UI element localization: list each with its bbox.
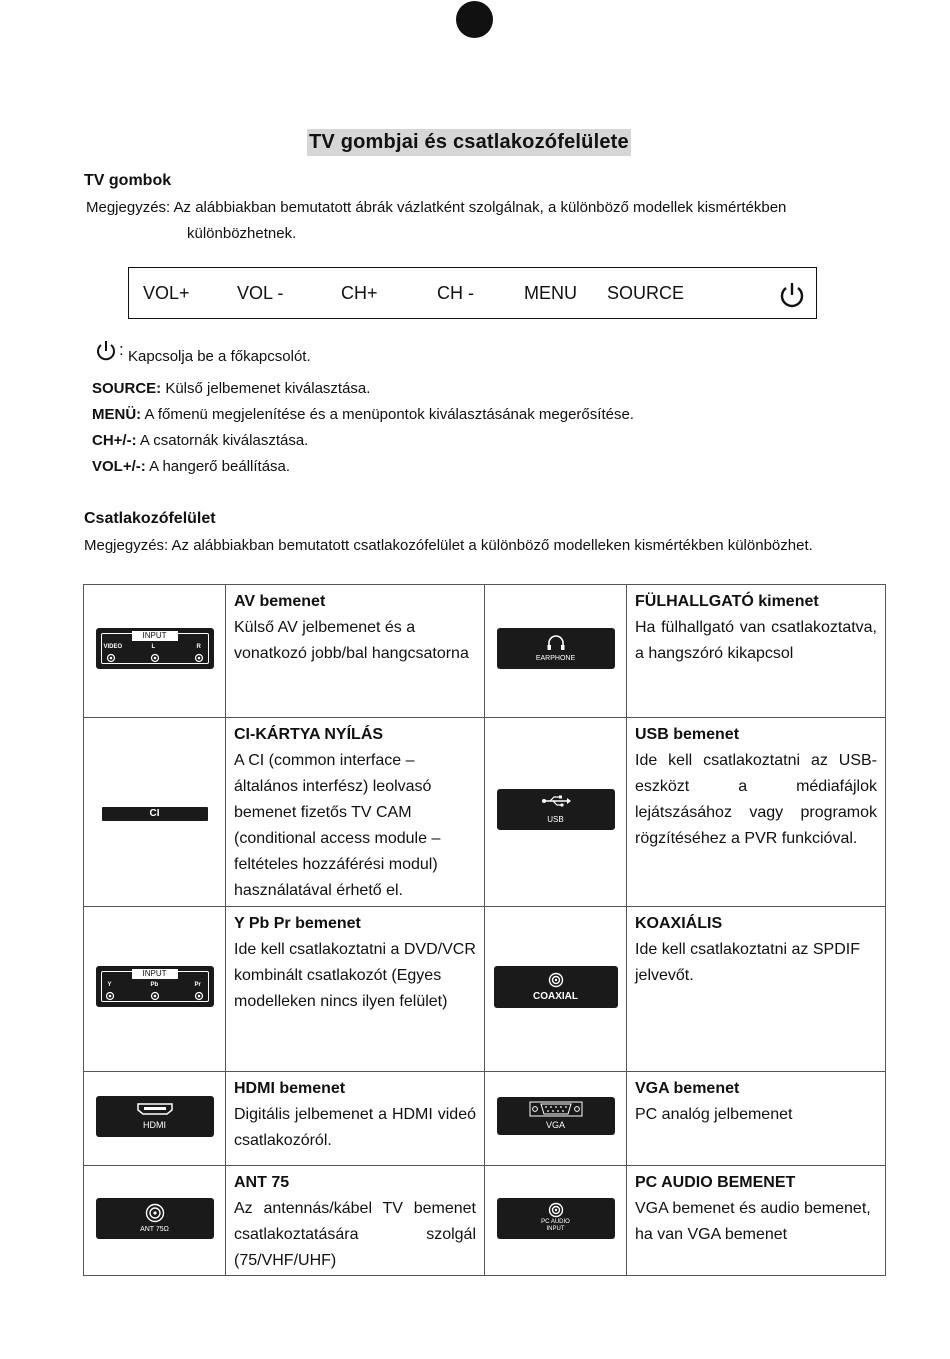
ci-slot-icon: CI [102, 807, 208, 821]
buttons-note-line2: különbözhetnek. [187, 225, 297, 242]
earphone-icon: EARPHONE [497, 628, 615, 669]
legend-power: Kapcsolja be a főkapcsolót. [128, 348, 311, 365]
ypbpr-input-image [84, 907, 226, 1072]
buttons-heading: TV gombok [84, 172, 172, 189]
usb-image [485, 718, 627, 907]
av-input-desc: AV bemenet Külső AV jelbemenet és a vonatkozó jobb/bal hangcsatorna [226, 585, 485, 718]
pc-audio-desc: PC AUDIO BEMENET VGA bemenet és audio bemenet, ha van VGA bemenet [627, 1166, 886, 1276]
ant-icon: ANT 75Ω [96, 1198, 214, 1239]
ypbpr-input-desc: Y Pb Pr bemenet Ide kell csatlakoztatni a DVD/VCR kombinált csatlakozót (Egyes modelleken nincs ilyen felület) [226, 907, 485, 1072]
av-input-icon: INPUT VIDEO L R [96, 628, 214, 669]
ports-note: Megjegyzés: Az alábbiakban bemutatott csatlakozófelület a különböző modelleken kismértékben különbözhet. [84, 537, 813, 554]
page-title: TV gombjai és csatlakozófelülete [307, 129, 631, 156]
vga-icon: VGA [497, 1097, 615, 1135]
table-row [84, 907, 886, 1072]
coaxial-desc: KOAXIÁLIS Ide kell csatlakoztatni az SPDIF jelvevőt. [627, 907, 886, 1072]
vol-minus-label: VOL - [237, 283, 284, 303]
earphone-image [485, 585, 627, 718]
ci-slot-image [84, 718, 226, 907]
power-legend-icon [94, 339, 118, 363]
pc-audio-icon: PC AUDIO INPUT [497, 1198, 615, 1239]
ports-heading: Csatlakozófelület [84, 510, 216, 527]
menu-label: MENU [524, 283, 577, 303]
legend-source: SOURCE: Külső jelbemenet kiválasztása. [92, 380, 371, 397]
legend-vol: VOL+/-: A hangerő beállítása. [92, 458, 291, 475]
usb-desc: USB bemenet Ide kell csatlakoztatni az USB-eszközt a médiafájlok lejátszásához vagy programok rögzítéséhez a PVR funkcióval. [627, 718, 886, 907]
ant-image [84, 1166, 226, 1276]
ch-plus-label: CH+ [341, 283, 378, 303]
vga-image [485, 1072, 627, 1166]
ci-slot-desc: CI-KÁRTYA NYÍLÁS A CI (common interface – általános interfész) leolvasó bemenet fizetős TV CAM (conditional access module – feltételes hozzáférési modul) használatával érhető el. [226, 718, 485, 907]
power-legend-colon: : [119, 340, 124, 359]
legend-ch: CH+/-: A csatornák kiválasztása. [92, 432, 309, 449]
power-icon [777, 280, 807, 310]
ant-desc: ANT 75 Az antennás/kábel TV bemenet csatlakoztatására szolgál (75/VHF/UHF) [226, 1166, 485, 1276]
vga-desc: VGA bemenet PC analóg jelbemenet [627, 1072, 886, 1166]
source-label: SOURCE [607, 283, 685, 303]
hdmi-desc: HDMI bemenet Digitális jelbemenet a HDMI videó csatlakozóról. [226, 1072, 485, 1166]
table-row [84, 1166, 886, 1276]
vol-plus-label: VOL+ [143, 283, 190, 303]
ch-minus-label: CH - [437, 283, 474, 303]
coaxial-icon: COAXIAL [494, 966, 618, 1008]
pc-audio-image [485, 1166, 627, 1276]
hdmi-image [84, 1072, 226, 1166]
page-marker-dot [456, 1, 493, 38]
av-input-image [84, 585, 226, 718]
table-row [84, 585, 886, 718]
table-row [84, 718, 886, 907]
hdmi-icon: HDMI [96, 1096, 214, 1137]
tv-button-panel [128, 267, 817, 319]
usb-icon: USB [497, 789, 615, 830]
table-row [84, 1072, 886, 1166]
ypbpr-input-icon: INPUT Y Pb Pr [96, 966, 214, 1007]
buttons-note-line1: Megjegyzés: Az alábbiakban bemutatott ábrák vázlatként szolgálnak, a különböző modellek kismértékben [86, 199, 787, 216]
coaxial-image [485, 907, 627, 1072]
legend-menu: MENÜ: A főmenü megjelenítése és a menüpontok kiválasztásának megerősítése. [92, 406, 634, 423]
ports-table [83, 584, 886, 1276]
earphone-desc: FÜLHALLGATÓ kimenet Ha fülhallgató van csatlakoztatva, a hangszóró kikapcsol [627, 585, 886, 718]
